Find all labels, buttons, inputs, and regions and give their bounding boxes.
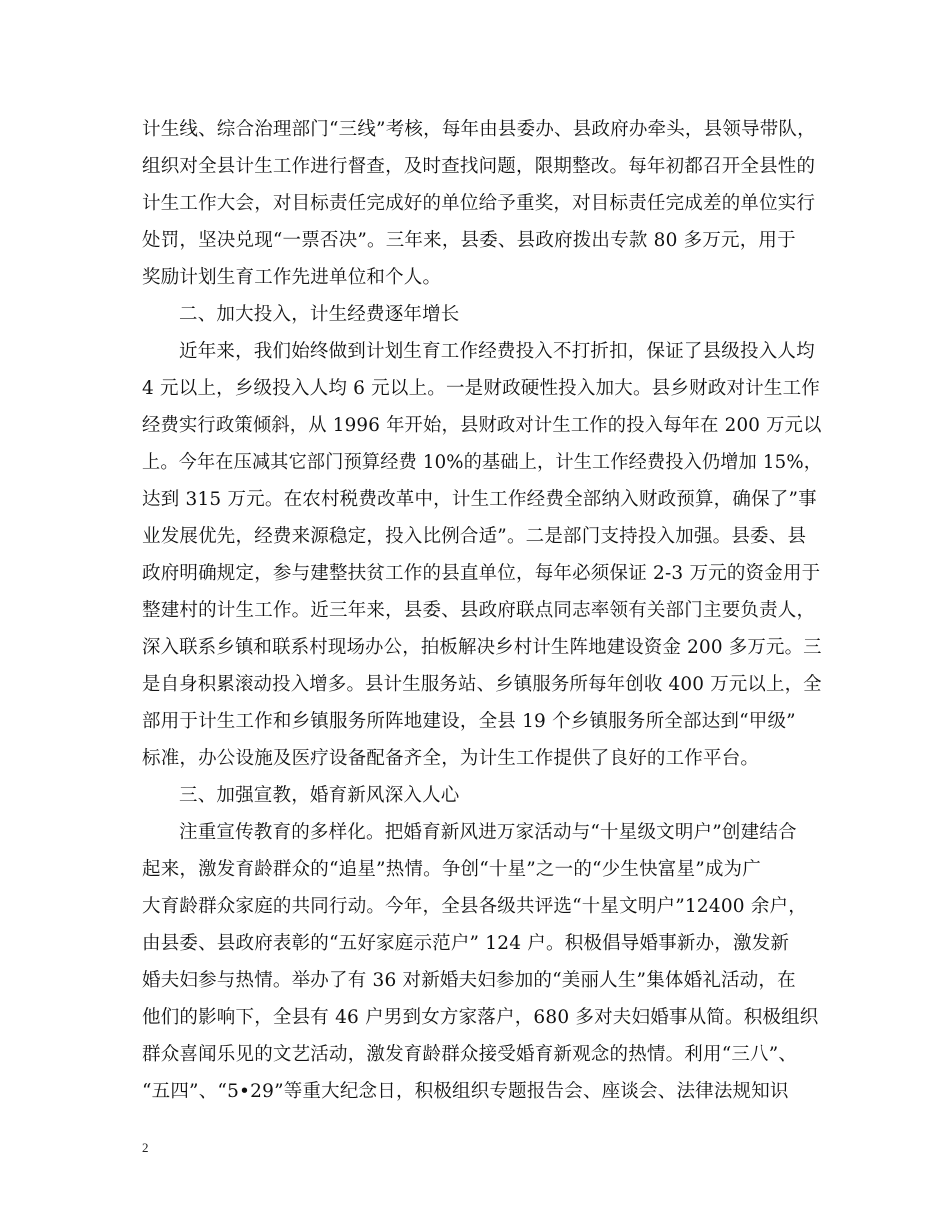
text-line: 注重宣传教育的多样化。把婚育新风进万家活动与“十星级文明户”创建结合	[179, 822, 797, 843]
text-line: 深入联系乡镇和联系村现场办公，拍板解决乡村计生阵地建设资金 200 多万元。三	[142, 637, 822, 658]
text-line: 4 元以上，乡级投入人均 6 元以上。一是财政硬性投入加大。县乡财政对计生工作	[142, 378, 820, 399]
text-line: 标准，办公设施及医疗设备配备齐全，为计生工作提供了良好的工作平台。	[142, 748, 760, 769]
text-line: 近年来，我们始终做到计划生育工作经费投入不打折扣，保证了县级投入人均	[179, 341, 815, 362]
text-line: 组织对全县计生工作进行督查，及时查找问题，限期整改。每年初都召开全县性的	[142, 156, 816, 177]
text-line: 政府明确规定，参与建整扶贫工作的县直单位，每年必须保证 2-3 万元的资金用于	[142, 563, 821, 584]
text-line: 大育龄群众家庭的共同行动。今年，全县各级共评选“十星文明户”12400 余户，	[142, 896, 807, 917]
page-number: 2	[142, 1140, 149, 1155]
text-line: 起来，激发育龄群众的“追星”热情。争创“十星”之一的“少生快富星”成为广	[142, 859, 761, 880]
text-line: 整建村的计生工作。近三年来，县委、县政府联点同志率领有关部门主要负责人，	[142, 600, 816, 621]
text-line: 由县委、县政府表彰的“五好家庭示范户” 124 户。积极倡导婚事新办，激发新	[142, 933, 790, 954]
text-line: 上。今年在压减其它部门预算经费 10%的基础上，计生工作经费投入仍增加 15%，	[142, 452, 823, 473]
text-line: 是自身积累滚动投入增多。县计生服务站、乡镇服务所每年创收 400 万元以上，全	[142, 674, 822, 695]
text-line: “五四”、“5•29”等重大纪念日，积极组织专题报告会、座谈会、法律法规知识	[142, 1081, 789, 1102]
text-line: 部用于计生工作和乡镇服务所阵地建设，全县 19 个乡镇服务所全部达到“甲级”	[142, 711, 796, 732]
text-line: 计生工作大会，对目标责任完成好的单位给予重奖，对目标责任完成差的单位实行	[142, 193, 816, 214]
text-line: 业发展优先，经费来源稳定，投入比例合适”。二是部门支持投入加强。县委、县	[142, 526, 807, 547]
text-line: 奖励计划生育工作先进单位和个人。	[142, 267, 442, 288]
text-line: 婚夫妇参与热情。举办了有 36 对新婚夫妇参加的“美丽人生”集体婚礼活动，在	[142, 970, 796, 991]
text-line: 处罚，坚决兑现“一票否决”。三年来，县委、县政府拨出专款 80 多万元，用于	[142, 230, 796, 251]
text-line: 他们的影响下，全县有 46 户男到女方家落户，680 多对夫妇婚事从简。积极组织	[142, 1007, 819, 1028]
text-line: 计生线、综合治理部门“三线”考核，每年由县委办、县政府办牵头，县领导带队，	[142, 119, 816, 140]
text-line: 经费实行政策倾斜，从 1996 年开始，县财政对计生工作的投入每年在 200 万元以	[142, 415, 822, 436]
section-heading: 二、加大投入，计生经费逐年增长	[179, 304, 460, 325]
text-line: 群众喜闻乐见的文艺活动，激发育龄群众接受婚育新观念的热情。利用“三八”、	[142, 1044, 798, 1065]
section-heading: 三、加强宣教，婚育新风深入人心	[179, 785, 460, 806]
text-line: 达到 315 万元。在农村税费改革中，计生工作经费全部纳入财政预算，确保了”事	[142, 489, 817, 510]
